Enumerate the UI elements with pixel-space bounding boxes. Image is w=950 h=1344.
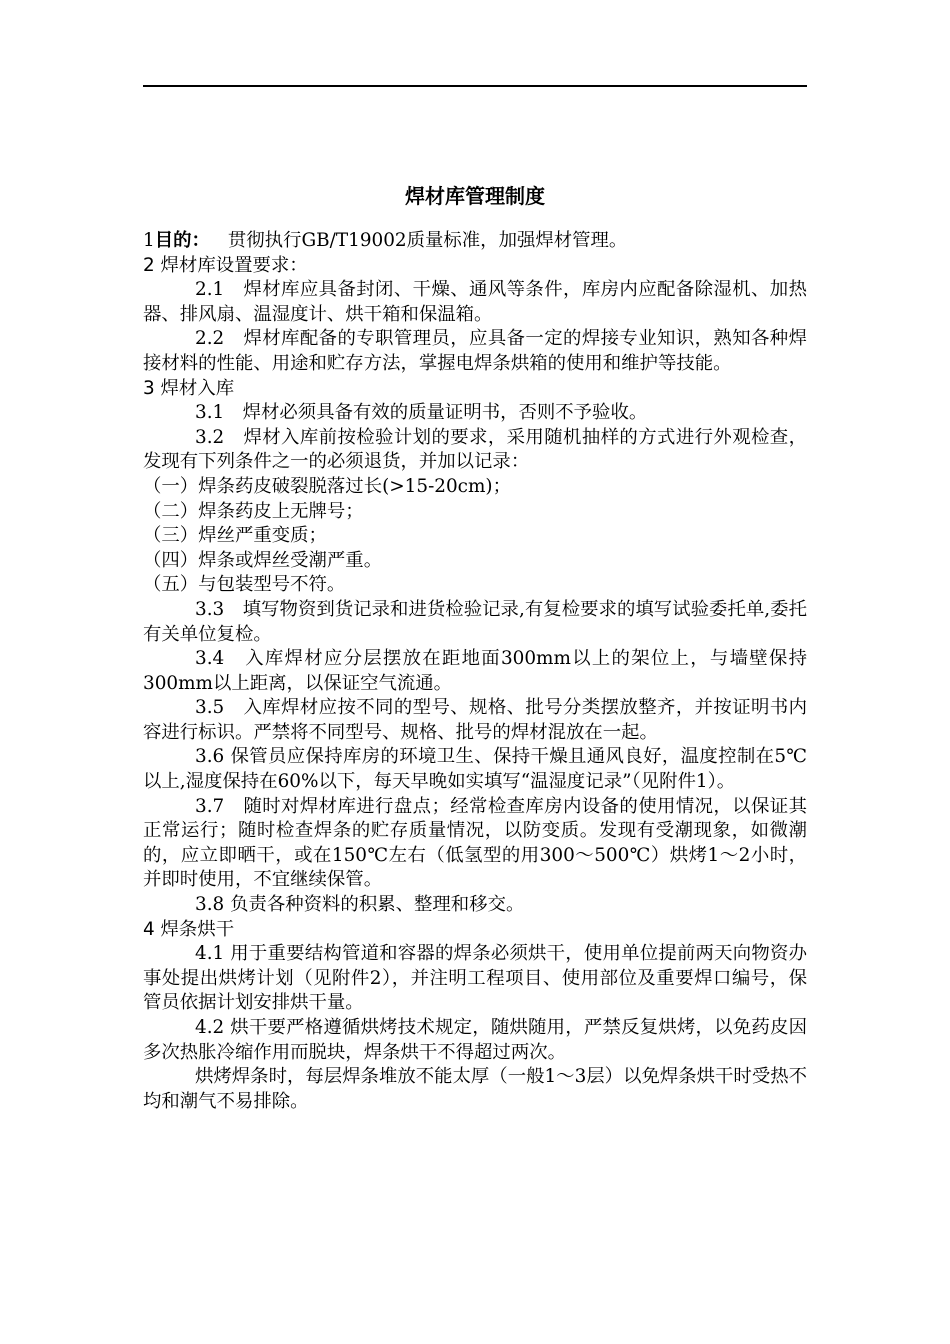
paragraph-2-2: 2.2 焊材库配备的专职管理员，应具备一定的焊接专业知识，熟知各种焊接材料的性能、用途和贮存方法，掌握电焊条烘箱的使用和维护等技能。 xyxy=(143,328,807,374)
paragraph-3-7: 3.7 随时对焊材库进行盘点；经常检查库房内设备的使用情况，以保证其正常运行；随时检查焊条的贮存质量情况，以防变质。发现有受潮现象，如微潮的，应立即晒干，或在150℃左右（低氢型的用300～500℃）烘烤1～2小时，并即时使用，不宜继续保管。 xyxy=(143,795,807,891)
section-2-heading: 2 焊材库设置要求： xyxy=(143,254,308,276)
paragraph-3-3: 3.3 填写物资到货记录和进货检验记录,有复检要求的填写试验委托单,委托有关单位复检。 xyxy=(143,598,807,645)
paragraph-3-2: 3.2 焊材入库前按检验计划的要求，采用随机抽样的方式进行外观检查，发现有下列条件之一的必须退货，并加以记录： xyxy=(143,426,807,473)
section-1-heading: 目的： xyxy=(154,230,210,251)
header-rule xyxy=(143,85,807,87)
paragraph-4-3: 烘烤焊条时，每层焊条堆放不能太厚（一般1～3层）以免焊条烘干时受热不均和潮气不易排除。 xyxy=(143,1066,807,1112)
section-4-heading: 4 焊条烘干 xyxy=(143,918,235,940)
document-title: 焊材库管理制度 xyxy=(405,184,545,208)
list-item: （五）与包装型号不符。 xyxy=(143,574,346,596)
paragraph-3-4: 3.4 入库焊材应分层摆放在距地面300mm以上的架位上，与墙壁保持 300mm以上距离，以保证空气流通。 xyxy=(143,648,807,694)
paragraph-4-2: 4.2 烘干要严格遵循烘烤技术规定，随烘随用，严禁反复烘烤，以免药皮因多次热胀冷缩作用而脱块，焊条烘干不得超过两次。 xyxy=(143,1017,807,1063)
list-item: （三）焊丝严重变质； xyxy=(143,525,327,547)
section-1-number: 1 xyxy=(143,230,155,251)
list-item: （四）焊条或焊丝受潮严重。 xyxy=(143,549,383,571)
paragraph-3-8: 3.8 负责各种资料的积累、整理和移交。 xyxy=(195,894,525,916)
paragraph-2-1: 2.1 焊材库应具备封闭、干燥、通风等条件，库房内应配备除湿机、加热器、排风扇、温湿度计、烘干箱和保温箱。 xyxy=(143,279,807,325)
paragraph-3-5: 3.5 入库焊材应按不同的型号、规格、批号分类摆放整齐，并按证明书内容进行标识。严禁将不同型号、规格、批号的焊材混放在一起。 xyxy=(143,697,807,743)
document-body xyxy=(143,229,807,1114)
list-item: （二）焊条药皮上无牌号； xyxy=(143,500,364,522)
section-1-purpose xyxy=(143,229,807,254)
paragraph-3-6: 3.6 保管员应保持库房的环境卫生、保持干燥且通风良好，温度控制在5℃以上,湿度保持在60%以下，每天早晚如实填写“温湿度记录”（见附件1）。 xyxy=(143,746,807,793)
list-item: （一）焊条药皮破裂脱落过长(>15-20cm)； xyxy=(143,475,511,497)
paragraph-4-1: 4.1 用于重要结构管道和容器的焊条必须烘干，使用单位提前两天向物资办事处提出烘烤计划（见附件2），并注明工程项目、使用部位及重要焊口编号，保管员依据计划安排烘干量。 xyxy=(143,943,807,1014)
paragraph-3-1: 3.1 焊材必须具备有效的质量证明书，否则不予验收。 xyxy=(195,402,648,424)
section-3-heading: 3 焊材入库 xyxy=(143,377,235,399)
section-1-text: 贯彻执行GB/T19002质量标准，加强焊材管理。 xyxy=(227,230,628,251)
